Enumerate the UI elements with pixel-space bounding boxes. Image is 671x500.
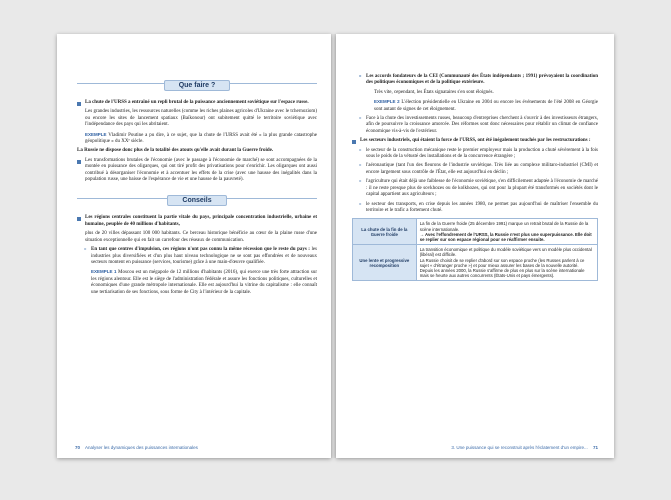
table-row-cell xyxy=(416,219,597,245)
footer-title: 3. Une puissance qui se reconstruit après l'éclatement d'un empire... xyxy=(451,445,588,450)
table-row-cell xyxy=(416,245,597,281)
table-line: → Avec l'effondrement de l'URSS, la Russie n'est plus une superpuissance. Elle doit se replier sur son espace régional pour se réaffirmer ensuite. xyxy=(419,231,592,242)
sub-cei: » Les accords fondateurs de la CEI (Communauté des États indépendants ; 1991) prévoyaient la coordination des politiques économiques et de la politique extérieure. xyxy=(352,74,598,87)
right-page xyxy=(336,34,614,458)
right-page-content xyxy=(352,74,598,281)
bullet-oligarques: Les transformations brutales de l'économie (avec le passage à l'économie de marché) se sont accompagnées de la montée en puissance des oligarques, qui ont tiré profit des privatisations pour s'enrichir. Les oligarques ont aussi contribué à désorganiser l'économie et à accentuer les effets de la crise (avec une hausse des inégalités dans la population russe, une baisse de l'espérance de vie et une hausse de la pauvreté). xyxy=(77,158,317,184)
cei-eloignement: Très vite, cependant, les États signataires s'en sont éloignés. xyxy=(374,89,494,95)
example-label: EXEMPLE 2 xyxy=(374,99,400,105)
paragraph-berceau: plus de 20 villes dépassant 100 000 habitants. Ce berceau historique bénéficie au cœur de la plaine russe d'une situation exceptionnelle qui en fait un carrefour des réseaux de communication. xyxy=(85,231,317,243)
bullet-urss-repli: La chute de l'URSS a entraîné un repli brutal de la puissance anciennement soviétique sur l'espace russe. xyxy=(77,100,317,106)
table-row-head: Une lente et progressive recomposition xyxy=(353,245,417,281)
recap-table xyxy=(352,218,598,281)
right-footer xyxy=(451,445,602,450)
example-moscou xyxy=(77,269,317,296)
item-transports: » le secteur des transports, en crise depuis les années 1980, ne permet pas aujourd'hui de maîtriser l'ensemble du territoire et le trafic a fortement chuté. xyxy=(352,202,598,215)
table-row xyxy=(353,245,598,281)
page-number: 71 xyxy=(592,445,598,450)
example-text: Vladimir Poutine a pu dire, à ce sujet, que la chute de l'URSS avait été « la plus grande catastrophe géopolitique » du XXᵉ siècle. xyxy=(85,132,317,145)
table-row xyxy=(353,219,598,245)
example-text: Moscou est un mégapole de 12 millions d'habitants (2016), qui exerce une très forte attraction sur les régions alentour. Elle est le siège de l'administration fédérale et assure les fonctions politiques, culturelles et économiques d'une grande métropole internationale. Elle est aujourd'hui la vitrine du capitalisme : elle connaît une tertiarisation de ses fonctions, sous forme de City à l'intérieur de la capitale. xyxy=(91,270,318,295)
sub-centres-impulsion xyxy=(77,247,317,266)
conseils-banner-label: Conseils xyxy=(167,195,226,206)
paragraph-industries: Les grandes industries, les ressources naturelles (comme les riches plaines agricoles d'Ukraine avec le tchernoziom) ou encore les sites de lancement spatiaux (Baïkonour) ont subitement quitté le territoire soviétique avec l'indépendance des pays qui les abritaient. xyxy=(85,109,317,128)
table-line: La fin de la Guerre froide (25 décembre 1991) marque un retrait brutal de la Russie de la scène internationale. xyxy=(419,221,589,232)
sub-investissements: » Face à la chute des investissements russes, beaucoup d'entreprises cherchent à s'ouvrir à des investisseurs étrangers, afin de poursuivre la croissance amorcée. Des réformes sont donc nécessaires pour rétablir un climat de confiance économique vis-à-vis de l'extérieur. xyxy=(352,116,598,135)
sub-title: En tant que centres d'impulsion, ces régions n'ont pas connu la même récession que le reste du pays : xyxy=(91,247,310,253)
example-text: L'élection présidentielle en Ukraine en 2004 ou encore les événements de l'été 2008 en Géorgie sont autant de signes de cet éloignement. xyxy=(374,100,599,112)
left-page xyxy=(57,34,331,458)
left-footer xyxy=(71,445,198,450)
bullet-secteurs-industriels: Les secteurs industriels, qui étaient la force de l'URSS, ont été inégalement touchés par les restructurations : xyxy=(352,138,598,144)
table-line: La Russie choisit de se replier d'abord sur son espace proche (les Russes parlent à ce sujet « d'étranger proche ») et pour mieux assurer les bases de la nouvelle autorité. xyxy=(419,257,585,268)
conseils-banner xyxy=(77,189,317,207)
page-number: 70 xyxy=(75,445,81,450)
que-faire-banner-label: Que faire ? xyxy=(164,80,231,91)
conclusion-guerre-froide: La Russie ne dispose donc plus de la totalité des atouts qu'elle avait durant la Guerre froide. xyxy=(77,148,274,154)
sub-text: les industries plus diversifiées et d'un plus haut niveau technologique ne se sont pas effondrées et de nouveaux secteurs montent en puissance (services, tourisme) grâce à une main-d'œuvre qualifiée. xyxy=(91,247,318,265)
example-poutine xyxy=(77,132,317,146)
item-agriculture: » l'agriculture qui était déjà une faiblesse de l'économie soviétique, s'en difficilement adaptée à l'économie de marché : il ne reste presque plus de sovkhozes ou de kolkhozes, qui ont pour la plupart été transformés en sociétés dont le capital appartient aux agriculteurs ; xyxy=(352,179,598,198)
table-line: La transition économique et politique du modèle soviétique vers un modèle plus occidental (libéral) est difficile. xyxy=(419,247,592,258)
table-line: Depuis les années 2000, la Russie s'affirme de plus en plus sur la scène internationale mais se heurte aux autres concurrents (États-Unis et pays émergents). xyxy=(419,267,585,279)
item-construction: » le secteur de la construction mécanique reste le premier employeur mais la production a chuté sévèrement à la fois sous le poids de la vétusté des installations et de la concurrence étrangère ; xyxy=(352,148,598,161)
example-ukraine xyxy=(352,99,598,113)
item-aeronautique: » l'aéronautique (tant l'un des fleurons de l'industrie soviétique. Très liée au complexe militaro-industriel (CMI) et encore largement sous contrôle de l'État, elle est aujourd'hui en déclin ; xyxy=(352,163,598,176)
bullet-regions-centrales: Les régions centrales constituent la partie vitale du pays, principale concentration industrielle, urbaine et humaine, peuplée de 40 millions d'habitants, xyxy=(77,215,317,228)
left-page-content xyxy=(77,74,317,299)
table-row-head: La chute de la fin de la Guerre froide xyxy=(353,219,417,245)
footer-title: Analyser les dynamiques des puissances internationales xyxy=(85,445,198,450)
example-label: EXEMPLE xyxy=(85,131,107,137)
example-label: EXEMPLE 1 xyxy=(91,269,117,275)
que-faire-banner xyxy=(77,74,317,92)
